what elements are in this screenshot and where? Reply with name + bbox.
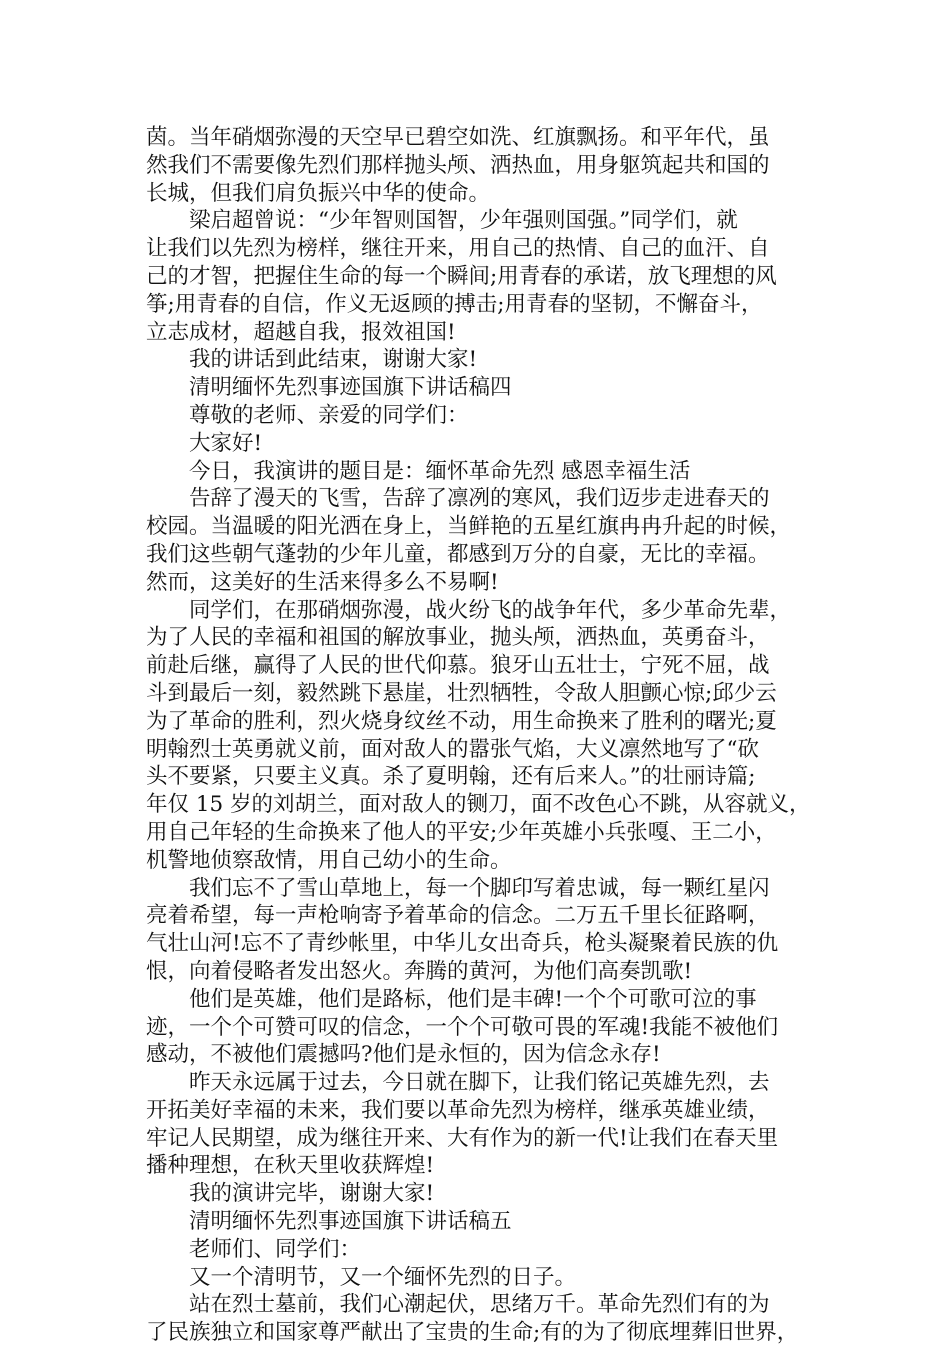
text-line: 我们忘不了雪山草地上，每一个脚印写着忠诚，每一颗红星闪 bbox=[189, 875, 770, 901]
paragraph bbox=[146, 1069, 814, 1180]
paragraph bbox=[146, 1291, 814, 1347]
paragraph bbox=[146, 597, 814, 875]
paragraph bbox=[146, 346, 814, 374]
text-line: 了民族独立和国家尊严献出了宝贵的生命;有的为了彻底埋葬旧世界， bbox=[146, 1320, 799, 1346]
text-line: 大家好! bbox=[189, 430, 263, 456]
text-line: 尊敬的老师、亲爱的同学们： bbox=[189, 402, 469, 428]
text-line: 迹，一个个可赞可叹的信念，一个个可敬可畏的军魂!我能不被他们 bbox=[146, 1014, 779, 1040]
text-line: 然我们不需要像先烈们那样抛头颅、洒热血，用身躯筑起共和国的 bbox=[146, 152, 770, 178]
paragraph bbox=[146, 1264, 814, 1292]
text-line: 让我们以先烈为榜样，继往开来，用自己的热情、自己的血汗、自 bbox=[146, 236, 770, 262]
text-line: 昨天永远属于过去，今日就在脚下，让我们铭记英雄先烈，去 bbox=[189, 1070, 770, 1096]
text-line: 茵。当年硝烟弥漫的天空早已碧空如洗、红旗飘扬。和平年代，虽 bbox=[146, 125, 770, 150]
paragraph bbox=[146, 430, 814, 458]
paragraph bbox=[146, 124, 814, 207]
text-line: 清明缅怀先烈事迹国旗下讲话稿五 bbox=[189, 1209, 512, 1235]
text-line: 立志成材，超越自我，报效祖国! bbox=[146, 319, 456, 345]
text-line: 为了革命的胜利，烈火烧身纹丝不动，用生命换来了胜利的曙光;夏 bbox=[146, 708, 777, 734]
text-line: 己的才智，把握住生命的每一个瞬间;用青春的承诺，放飞理想的风 bbox=[146, 263, 777, 289]
text-line: 感动，不被他们震撼吗?他们是永恒的，因为信念永存! bbox=[146, 1042, 661, 1068]
paragraph bbox=[146, 458, 814, 486]
paragraph bbox=[146, 1180, 814, 1208]
text-line: 梁启超曾说：“少年智则国智，少年强则国强。”同学们，就 bbox=[189, 208, 738, 234]
text-line: 站在烈士墓前，我们心潮起伏，思绪万千。革命先烈们有的为 bbox=[189, 1292, 770, 1318]
text-line: 告辞了漫天的飞雪，告辞了凛冽的寒风，我们迈步走进春天的 bbox=[189, 486, 770, 512]
text-line: 明翰烈士英勇就义前，面对敌人的嚣张气焰，大义凛然地写了“砍 bbox=[146, 736, 759, 762]
text-line: 同学们，在那硝烟弥漫，战火纷飞的战争年代，多少革命先辈， bbox=[189, 597, 792, 623]
text-line: 筝;用青春的自信，作义无返顾的搏击;用青春的坚韧，不懈奋斗， bbox=[146, 291, 763, 317]
text-line: 气壮山河!忘不了青纱帐里，中华儿女出奇兵，枪头凝聚着民族的仇 bbox=[146, 931, 779, 957]
text-line: 又一个清明节，又一个缅怀先烈的日子。 bbox=[189, 1264, 577, 1290]
text-line: 我的讲话到此结束，谢谢大家! bbox=[189, 347, 478, 373]
text-line: 恨，向着侵略者发出怒火。奔腾的黄河，为他们高奏凯歌! bbox=[146, 958, 693, 984]
text-line: 牢记人民期望，成为继往开来、大有作为的新一代!让我们在春天里 bbox=[146, 1125, 779, 1151]
text-line: 然而，这美好的生活来得多么不易啊! bbox=[146, 569, 499, 595]
document-body bbox=[146, 124, 814, 1347]
text-line: 为了人民的幸福和祖国的解放事业，抛头颅，洒热血，英勇奋斗， bbox=[146, 625, 770, 651]
text-line: 今日，我演讲的题目是：缅怀革命先烈 感恩幸福生活 bbox=[189, 458, 691, 484]
text-line: 我的演讲完毕，谢谢大家! bbox=[189, 1181, 435, 1207]
paragraph bbox=[146, 374, 814, 402]
text-line: 用自己年轻的生命换来了他人的平安;少年英雄小兵张嘎、王二小， bbox=[146, 819, 777, 845]
text-line: 老师们、同学们： bbox=[189, 1236, 362, 1262]
text-line: 年仅 15 岁的刘胡兰，面对敌人的铡刀，面不改色心不跳，从容就义， bbox=[146, 792, 811, 818]
text-line: 校园。当温暖的阳光洒在身上，当鲜艳的五星红旗冉冉升起的时候， bbox=[146, 514, 792, 540]
paragraph bbox=[146, 207, 814, 346]
text-line: 清明缅怀先烈事迹国旗下讲话稿四 bbox=[189, 375, 512, 401]
text-line: 开拓美好幸福的未来，我们要以革命先烈为榜样，继承英雄业绩， bbox=[146, 1097, 770, 1123]
text-line: 机警地侦察敌情，用自己幼小的生命。 bbox=[146, 847, 512, 873]
paragraph bbox=[146, 1236, 814, 1264]
text-line: 前赴后继，赢得了人民的世代仰慕。狼牙山五壮士，宁死不屈，战 bbox=[146, 653, 770, 679]
text-line: 我们这些朝气蓬勃的少年儿童，都感到万分的自豪，无比的幸福。 bbox=[146, 541, 770, 567]
text-line: 斗到最后一刻，毅然跳下悬崖，壮烈牺牲，令敌人胆颤心惊;邱少云 bbox=[146, 680, 777, 706]
paragraph bbox=[146, 485, 814, 596]
text-line: 亮着希望，每一声枪响寄予着革命的信念。二万五千里长征路啊， bbox=[146, 903, 770, 929]
paragraph bbox=[146, 986, 814, 1069]
text-line: 长城，但我们肩负振兴中华的使命。 bbox=[146, 180, 491, 206]
paragraph bbox=[146, 875, 814, 986]
text-line: 播种理想，在秋天里收获辉煌! bbox=[146, 1153, 435, 1179]
paragraph bbox=[146, 402, 814, 430]
paragraph bbox=[146, 1208, 814, 1236]
text-line: 他们是英雄，他们是路标，他们是丰碑!一个个可歌可泣的事 bbox=[189, 986, 757, 1012]
text-line: 头不要紧，只要主义真。杀了夏明翰，还有后来人。”的壮丽诗篇; bbox=[146, 764, 756, 790]
